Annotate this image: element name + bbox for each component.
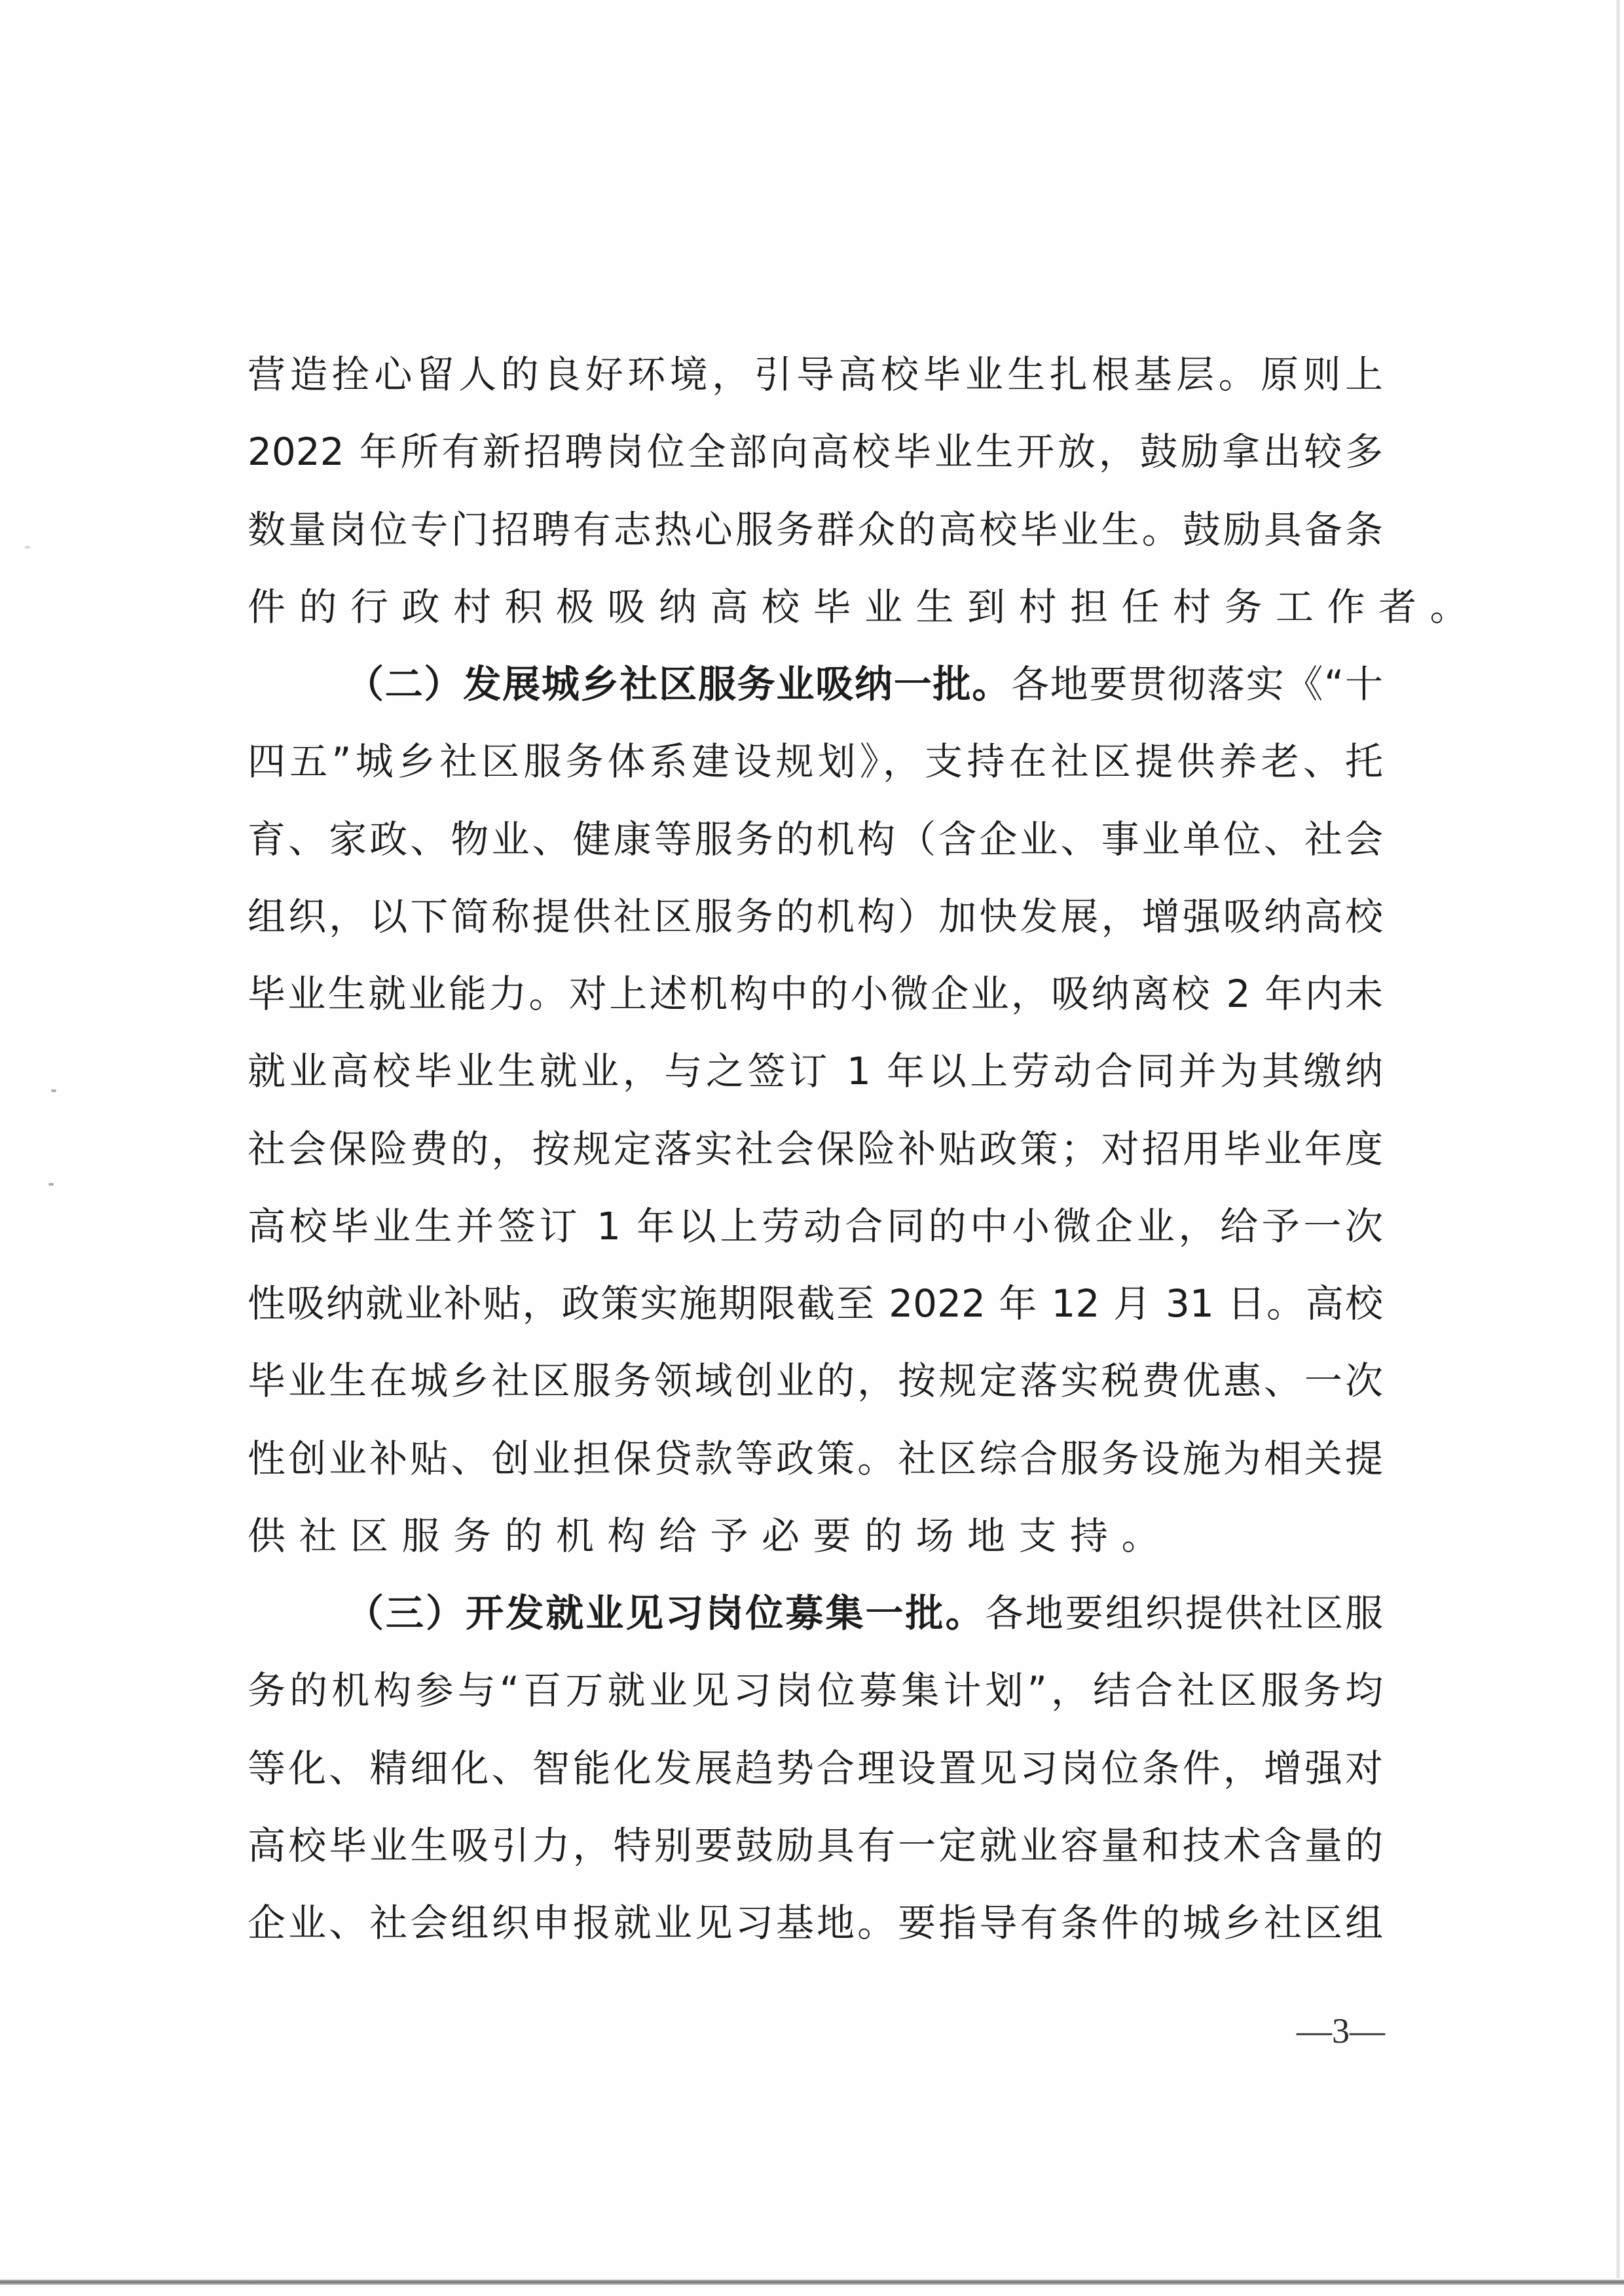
- scan-speck: [25, 546, 30, 549]
- page-number: —3—: [1297, 2011, 1385, 2050]
- text-line: 四五”城乡社区服务体系建设规划》，支持在社区提供养老、托: [248, 739, 1383, 784]
- text-line: 性创业补贴、创业担保贷款等政策。社区综合服务设施为相关提: [248, 1436, 1383, 1481]
- text-line: 务的机构参与“百万就业见习岗位募集计划”，结合社区服务均: [248, 1668, 1383, 1713]
- text-line: 高校毕业生并签订 1 年以上劳动合同的中小微企业，给予一次: [248, 1203, 1383, 1248]
- text-line: 高校毕业生吸引力，特别要鼓励具有一定就业容量和技术含量的: [248, 1823, 1383, 1868]
- text-line: 毕业生就业能力。对上述机构中的小微企业，吸纳离校 2 年内未: [248, 972, 1383, 1016]
- text-line: 毕业生在城乡社区服务领域创业的，按规定落实税费优惠、一次: [248, 1358, 1383, 1404]
- text-line: 2022 年所有新招聘岗位全部向高校毕业生开放，鼓励拿出较多: [248, 429, 1383, 475]
- document-body: [248, 347, 1482, 1973]
- text-line: 育、家政、物业、健康等服务的机构（含企业、事业单位、社会: [248, 816, 1383, 862]
- text-line: 企业、社会组织申报就业见习基地。要指导有条件的城乡社区组: [248, 1901, 1383, 1945]
- text-line: 性吸纳就业补贴，政策实施期限截至 2022 年 12 月 31 日。高校: [248, 1281, 1383, 1326]
- scan-edge-right: [1616, 0, 1620, 2278]
- text-line: 数量岗位专门招聘有志热心服务群众的高校毕业生。鼓励具备条: [248, 507, 1383, 552]
- section-heading-2: （二）发展城乡社区服务业吸纳一批。: [346, 662, 1012, 706]
- text-line: 组织，以下简称提供社区服务的机构）加快发展，增强吸纳高校: [248, 894, 1383, 939]
- scan-speck: [48, 1183, 54, 1186]
- text-line: 社会保险费的，按规定落实社会保险补贴政策；对招用毕业年度: [248, 1126, 1383, 1171]
- text-run: 各地要贯彻落实《“十: [1011, 662, 1383, 706]
- text-line: 件的行政村积极吸纳高校毕业生到村担任村务工作者。: [248, 584, 1482, 629]
- scan-edge-bottom: [0, 2280, 1624, 2285]
- section-heading-3: （三）开发就业见习岗位募集一批。: [346, 1591, 986, 1635]
- paragraph-heading-line: [248, 657, 1383, 734]
- paragraph-heading-line: [248, 1586, 1383, 1663]
- text-run: 各地要组织提供社区服: [985, 1591, 1383, 1635]
- scan-speck: [51, 1089, 56, 1092]
- text-line: 营造拴心留人的良好环境，引导高校毕业生扎根基层。原则上: [248, 352, 1383, 397]
- text-line: 等化、精细化、智能化发展趋势合理设置见习岗位条件，增强对: [248, 1745, 1383, 1791]
- text-line: 就业高校毕业生就业，与之签订 1 年以上劳动合同并为其缴纳: [248, 1049, 1383, 1094]
- text-line: 供社区服务的机构给予必要的场地支持。: [248, 1513, 1173, 1558]
